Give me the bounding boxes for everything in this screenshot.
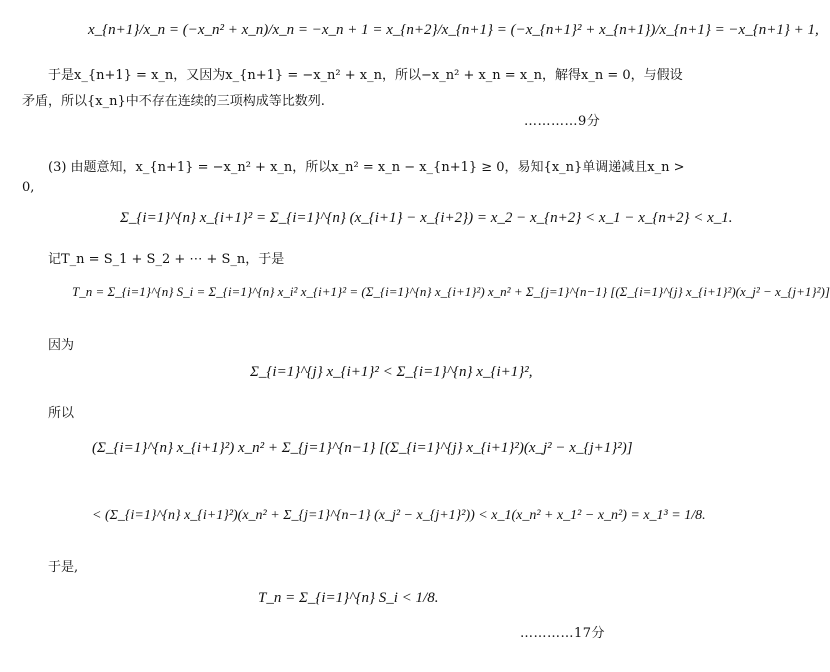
sum-equation: Σ_{i=1}^{n} x_{i+1}² = Σ_{i=1}^{n} (x_{i+1} − x_{i+2}) = x_2 − x_{n+2} < x_1 − x_{n+2} < x_1. — [120, 210, 733, 226]
text-line: 于是, — [48, 560, 79, 575]
text-line: (3) 由题意知，x_{n+1} = −x_n² + x_n，所以x_n² = x_n − x_{n+1} ≥ 0，易知{x_n}单调递减且x_n > — [48, 160, 685, 175]
score-marker: …………17分 — [520, 626, 606, 641]
text-line: 记T_n = S_1 + S_2 + ⋯ + S_n，于是 — [48, 252, 285, 267]
T-equation: T_n = Σ_{i=1}^{n} S_i = Σ_{i=1}^{n} x_i² x_{i+1}² = (Σ_{i=1}^{n} x_{i+1}²) x_n² + Σ_{j=1}^{n−1} [(Σ_{i=1}^{j} x_{i+1}²)(x_j² − x_{j+1}²)] — [72, 284, 830, 299]
inequality: Σ_{i=1}^{j} x_{i+1}² < Σ_{i=1}^{n} x_{i+1}², — [250, 364, 533, 380]
text-line: 所以 — [48, 406, 75, 421]
text-line: 0, — [22, 180, 35, 195]
text-line: 矛盾，所以{x_n}中不存在连续的三项构成等比数列. — [22, 94, 325, 109]
score-marker: …………9分 — [524, 114, 601, 129]
text-line: 于是x_{n+1} = x_n，又因为x_{n+1} = −x_n² + x_n，所以−x_n² + x_n = x_n，解得x_n = 0，与假设 — [48, 68, 683, 83]
ratio-equation: x_{n+1}/x_n = (−x_n² + x_n)/x_n = −x_n + 1 = x_{n+2}/x_{n+1} = (−x_{n+1}² + x_{n+1})/x_{n+1} = −x_{n+1} + 1, — [88, 22, 819, 38]
text-line: 因为 — [48, 338, 75, 353]
long-inequality: < (Σ_{i=1}^{n} x_{i+1}²)(x_n² + Σ_{j=1}^{n−1} (x_j² − x_{j+1}²)) < x_1(x_n² + x_1² − x_n²) = x_1³ = 1/8. — [92, 508, 706, 523]
long-expression: (Σ_{i=1}^{n} x_{i+1}²) x_n² + Σ_{j=1}^{n−1} [(Σ_{i=1}^{j} x_{i+1}²)(x_j² − x_{j+1}²)] — [92, 440, 633, 456]
final-equation: T_n = Σ_{i=1}^{n} S_i < 1/8. — [258, 590, 439, 606]
